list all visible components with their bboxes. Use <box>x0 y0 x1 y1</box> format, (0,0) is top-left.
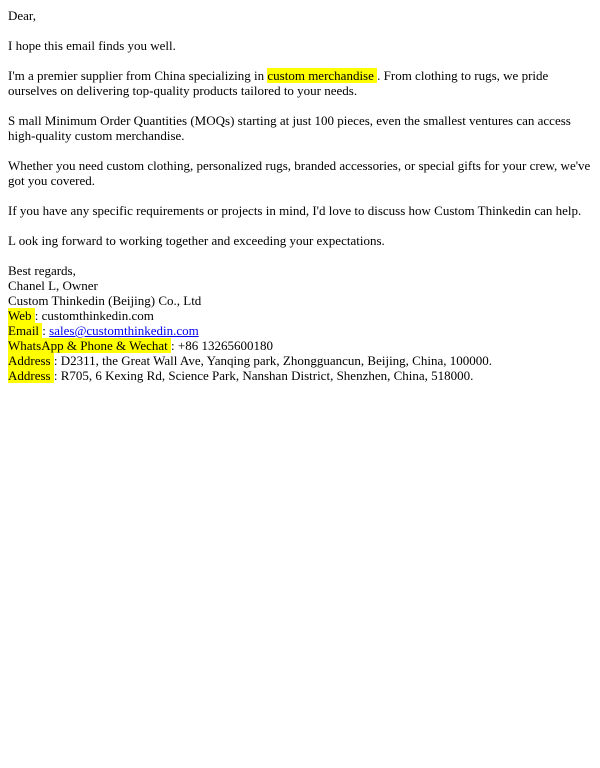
cta-text: If you have any specific requirements or projects in mind, I'd love to discuss how Custom Thinkedin can help. <box>8 203 582 218</box>
signature-company: Custom Thinkedin (Beijing) Co., Ltd <box>8 293 202 308</box>
highlight-custom-merchandise: custom merchandise <box>267 68 378 83</box>
moq-text: S mall Minimum Order Quantities (MOQs) starting at just 100 pieces, even the smallest ventures can access high-quality custom merchandise. <box>8 113 575 143</box>
signature-name: Chanel L, Owner <box>8 278 98 293</box>
intro-text: I hope this email finds you well. <box>8 38 176 53</box>
paragraph-intro <box>8 38 592 53</box>
email-separator: : <box>42 323 50 338</box>
offerings-text: Whether you need custom clothing, personalized rugs, branded accessories, or special gifts for your crew, we've got you covered. <box>8 158 594 188</box>
highlight-email-label: Email <box>8 323 43 338</box>
supplier-text-before: I'm a premier supplier from China specializing in <box>8 68 268 83</box>
email-link[interactable]: sales@customthinkedin.com <box>49 323 199 338</box>
paragraph-greeting <box>8 8 592 23</box>
highlight-whatsapp-phone-wechat-label: WhatsApp & Phone & Wechat <box>8 338 171 353</box>
highlight-address2-label: Address <box>8 368 54 383</box>
outro-text: L ook ing forward to working together and exceeding your expectations. <box>8 233 385 248</box>
paragraph-supplier <box>8 68 592 98</box>
web-value: : customthinkedin.com <box>34 308 154 323</box>
paragraph-offerings <box>8 158 592 188</box>
email-body <box>8 8 592 383</box>
signature-block <box>8 263 592 383</box>
highlight-web-label: Web <box>8 308 35 323</box>
address1-value: : D2311, the Great Wall Ave, Yanqing park, Zhongguancun, Beijing, China, 100000. <box>53 353 492 368</box>
phone-value: : +86 13265600180 <box>171 338 273 353</box>
supplier-text-after: . From clothing to rugs, we pride ourselves on delivering top-quality products tailored to your needs. <box>8 68 552 98</box>
greeting-text: Dear, <box>8 8 36 23</box>
paragraph-moq <box>8 113 592 143</box>
paragraph-cta <box>8 203 592 218</box>
paragraph-outro <box>8 233 592 248</box>
highlight-address1-label: Address <box>8 353 54 368</box>
signature-closing: Best regards, <box>8 263 76 278</box>
address2-value: : R705, 6 Kexing Rd, Science Park, Nanshan District, Shenzhen, China, 518000. <box>53 368 474 383</box>
